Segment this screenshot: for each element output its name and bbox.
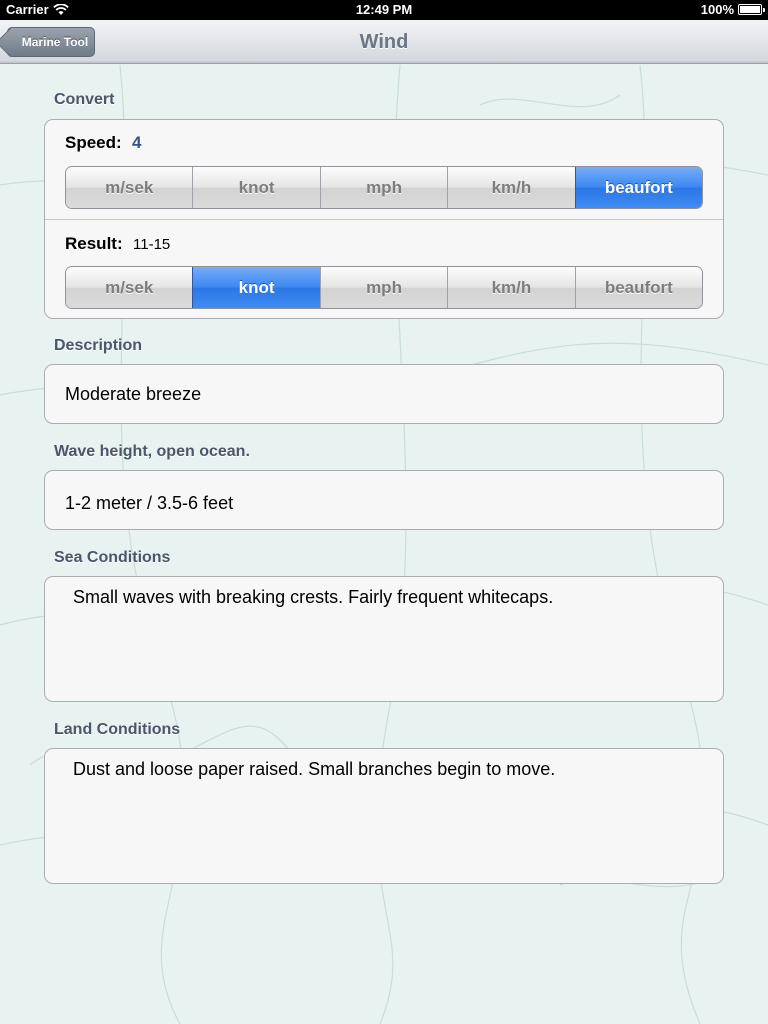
speed-unit-segment-m-sek[interactable]: m/sek: [66, 167, 192, 208]
speed-label: Speed:: [65, 133, 122, 152]
result-row: [45, 219, 723, 318]
battery-indicator: [701, 2, 762, 17]
land-conditions-textarea[interactable]: [44, 748, 724, 884]
sea-conditions-value: Small waves with breaking crests. Fairly frequent whitecaps.: [73, 587, 554, 607]
result-unit-segment-m-sek[interactable]: m/sek: [66, 267, 192, 308]
navigation-bar: [0, 20, 768, 64]
speed-unit-segment-knot[interactable]: knot: [192, 167, 319, 208]
wave-height-field[interactable]: [44, 470, 724, 530]
carrier-label: Carrier: [6, 2, 49, 17]
result-unit-segment-knot[interactable]: knot: [192, 267, 319, 308]
battery-percent: 100%: [700, 2, 734, 17]
speed-unit-segment-mph[interactable]: mph: [320, 167, 447, 208]
battery-fill: [740, 6, 760, 13]
status-time: 12:49 PM: [355, 2, 413, 17]
wave-height-value: 1-2 meter / 3.5-6 feet: [65, 493, 234, 513]
sea-conditions-textarea[interactable]: [44, 576, 724, 702]
result-unit-segment-beaufort[interactable]: beaufort: [575, 267, 702, 308]
result-unit-segment-mph[interactable]: mph: [320, 267, 447, 308]
speed-unit-segment-beaufort[interactable]: beaufort: [575, 167, 702, 208]
convert-section-label: Convert: [54, 91, 115, 108]
result-label: Result:: [65, 234, 123, 253]
battery-icon: [738, 4, 762, 15]
back-button[interactable]: Marine Tool: [7, 27, 95, 57]
page-title: Wind: [359, 31, 409, 53]
sea-conditions-section-label: Sea Conditions: [54, 549, 171, 566]
result-unit-selector: [65, 266, 703, 309]
convert-group: [44, 119, 724, 319]
status-bar: [0, 0, 768, 20]
speed-value[interactable]: 4: [132, 133, 142, 152]
speed-unit-selector: [65, 166, 703, 209]
speed-row: [45, 120, 723, 219]
result-value: 11-15: [133, 236, 171, 253]
wave-height-section-label: Wave height, open ocean.: [54, 443, 250, 460]
land-conditions-section-label: Land Conditions: [54, 721, 181, 738]
speed-unit-segment-km-h[interactable]: km/h: [447, 167, 574, 208]
result-unit-segment-km-h[interactable]: km/h: [447, 267, 574, 308]
description-section-label: Description: [54, 337, 143, 354]
land-conditions-value: Dust and loose paper raised. Small branches begin to move.: [73, 759, 556, 779]
description-field[interactable]: [44, 364, 724, 424]
description-value: Moderate breeze: [65, 384, 202, 404]
